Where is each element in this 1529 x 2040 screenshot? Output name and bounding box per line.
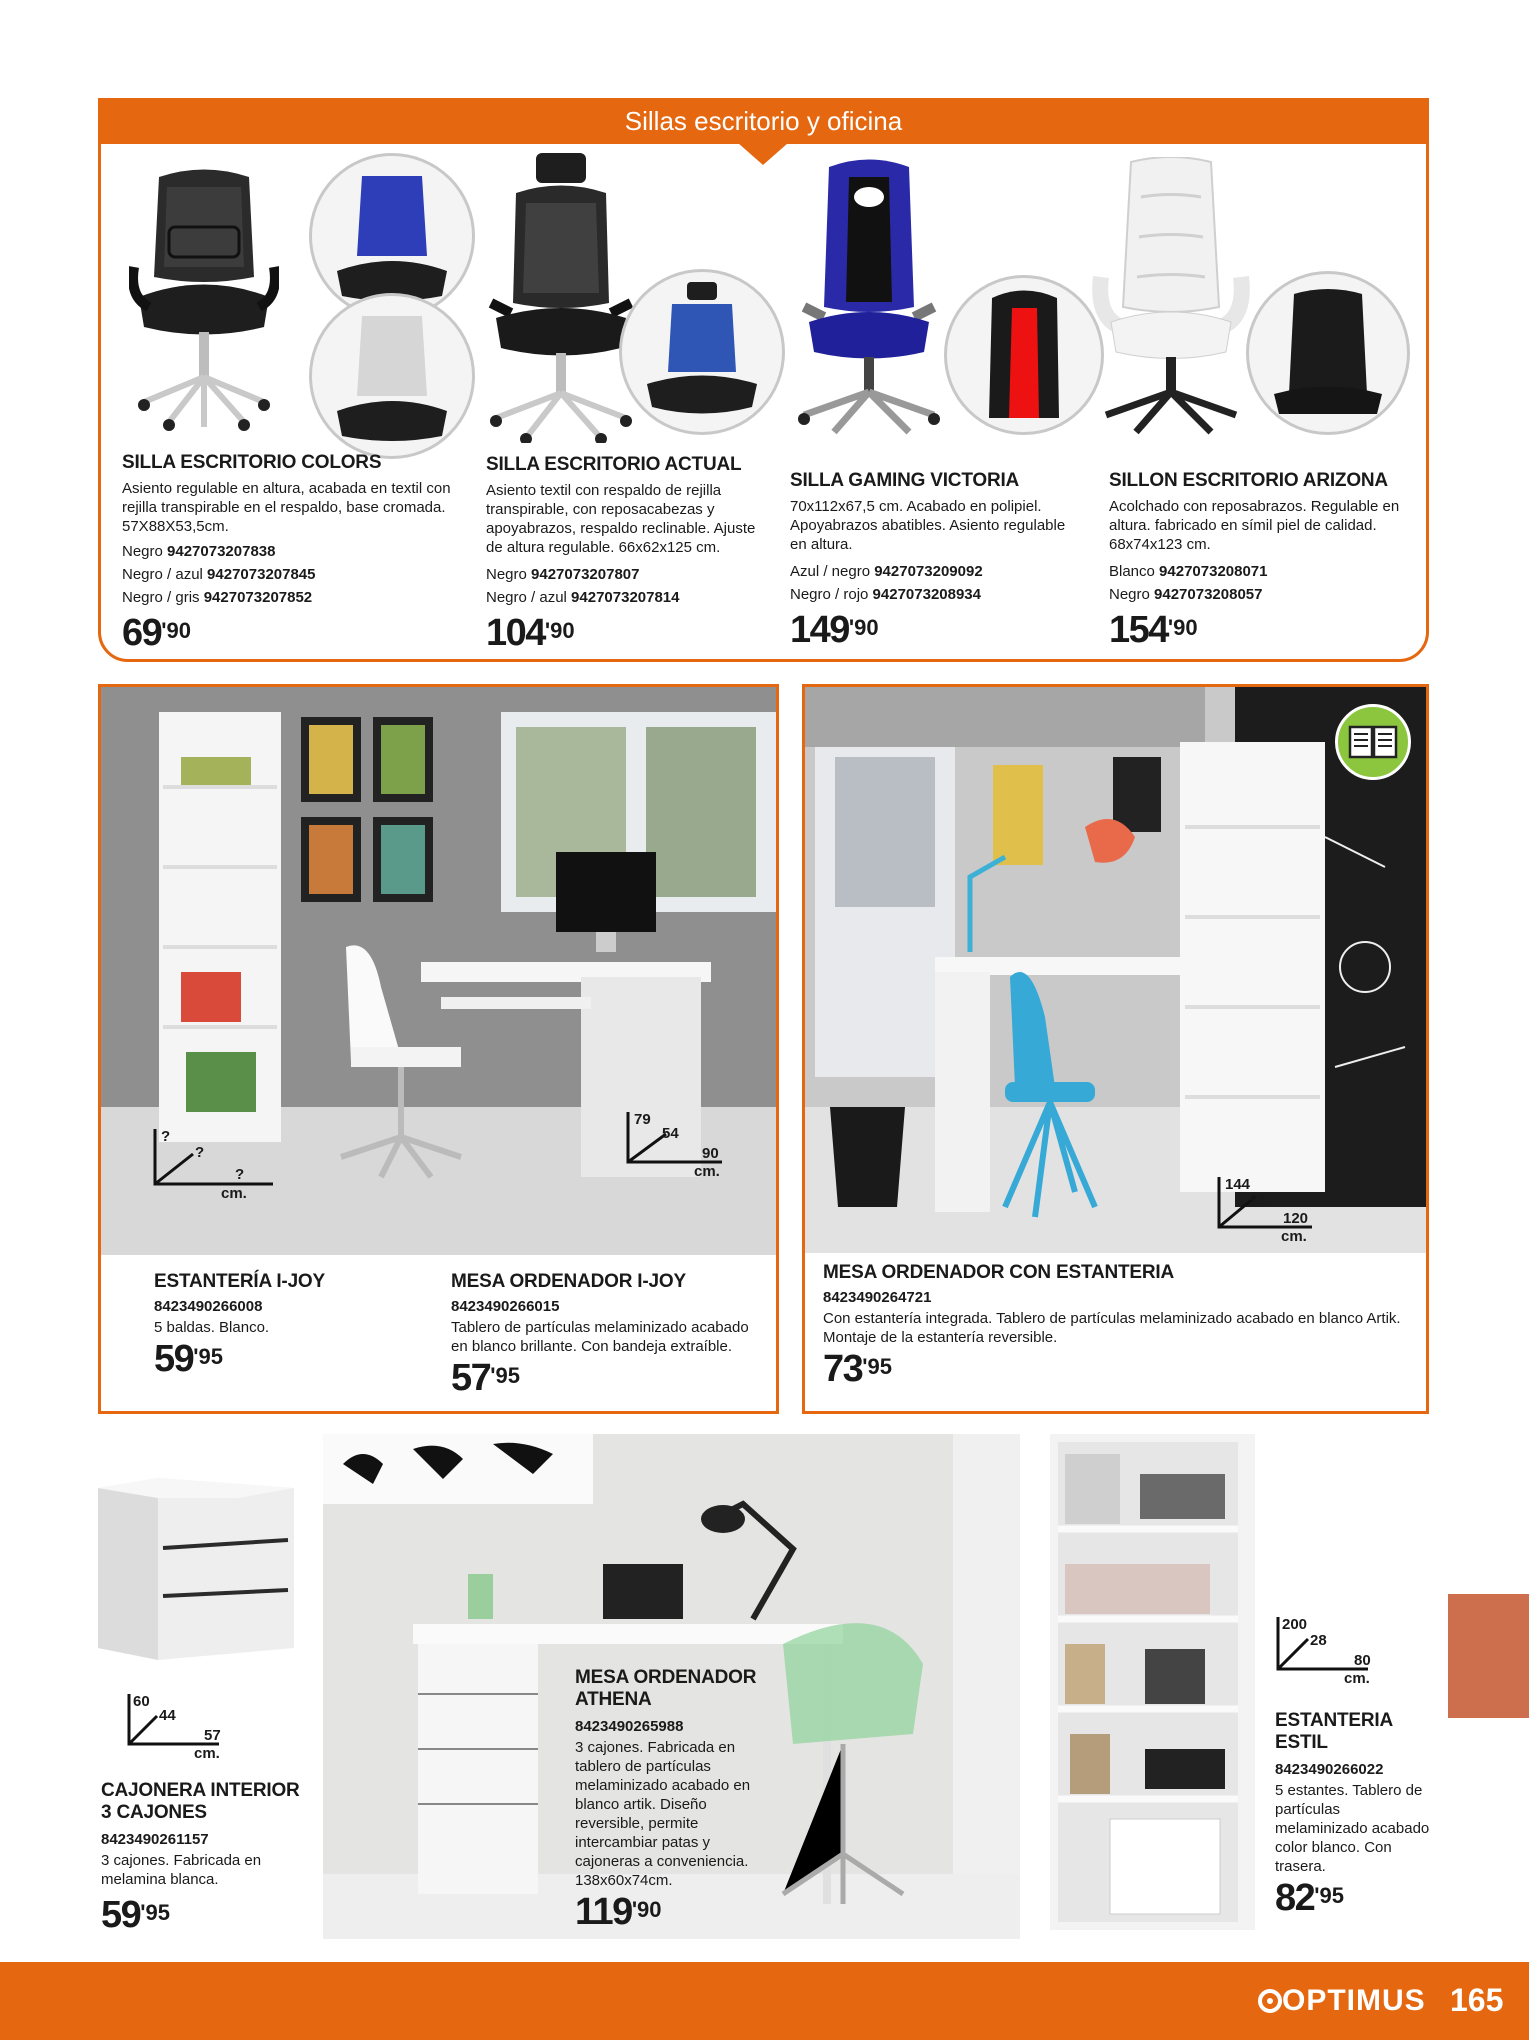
ref-row: Negro / gris 9427073207852 [122, 589, 313, 606]
chair-colors-grey-variant [309, 293, 475, 459]
product-code: 8423490265988 [575, 1718, 684, 1735]
price: $82^{'95}$ [1275, 1877, 1344, 1919]
ref-row: Azul / negro 9427073209092 [790, 563, 983, 580]
price: $119^{'90}$ [575, 1891, 662, 1933]
product-title: SILLA ESCRITORIO COLORS [122, 452, 382, 473]
ijoy-mesa-dimensions: 79 54 90 cm. [626, 1112, 746, 1182]
price: $73^{'95}$ [823, 1348, 892, 1390]
product-title: MESA ORDENADOR ATHENA [575, 1667, 757, 1710]
product-title: SILLON ESCRITORIO ARIZONA [1109, 470, 1388, 491]
product-description: Asiento textil con respaldo de rejilla transpirable, con reposacabezas y apoyabrazos, respaldo reclinable. Ajuste de altura regulable. 66x62x125 cm. [486, 482, 756, 556]
price: $69^{'90}$ [122, 612, 191, 654]
chair-victoria-image [789, 157, 949, 437]
product-code: 8423490266022 [1275, 1761, 1384, 1778]
chair-victoria-red-variant [944, 275, 1104, 435]
ijoy-estanteria-dimensions: ? ? ? cm. [153, 1129, 273, 1199]
product-description: Con estantería integrada. Tablero de partículas melaminizado acabado en blanco Artik. Montaje de la estantería reversible. [823, 1310, 1401, 1346]
product-title: ESTANTERÍA I-JOY [154, 1271, 325, 1292]
product-mesa-ordenador-estanteria[interactable] [823, 1262, 1413, 1389]
chair-actual-blue-variant [619, 269, 785, 435]
chair-colors-image [129, 167, 279, 437]
ref-row: Negro / azul 9427073207845 [122, 566, 316, 583]
ref-row: Blanco 9427073208071 [1109, 563, 1268, 580]
mesa-estanteria-panel [802, 684, 1429, 1414]
product-description: 5 baldas. Blanco. [154, 1319, 270, 1336]
product-code: 8423490264721 [823, 1289, 932, 1306]
page-footer [0, 1962, 1529, 2040]
product-mesa-ijoy[interactable] [451, 1271, 756, 1398]
price: $154^{'90}$ [1109, 609, 1198, 651]
estil-image [1050, 1434, 1255, 1930]
product-title: CAJONERA INTERIOR 3 CAJONES [101, 1780, 300, 1823]
mesa-estanteria-photo [805, 687, 1426, 1253]
product-title: ESTANTERIA ESTIL [1275, 1710, 1393, 1753]
price: $59^{'95}$ [101, 1894, 170, 1936]
book-icon [1338, 707, 1408, 777]
product-description: Asiento regulable en altura, acabada en textil con rejilla transpirable en el respaldo, base cromada. 57X88X53,5cm. [122, 480, 451, 535]
product-code: 8423490266015 [451, 1298, 560, 1315]
price: $59^{'95}$ [154, 1338, 223, 1380]
product-title: MESA ORDENADOR I-JOY [451, 1271, 686, 1292]
product-code: 8423490266008 [154, 1298, 263, 1315]
price: $57^{'95}$ [451, 1357, 520, 1399]
ijoy-panel [98, 684, 779, 1414]
catalog-badge[interactable] [1335, 704, 1411, 780]
product-description: 3 cajones. Fabricada en tablero de partículas melaminizado acabado en blanco artik. Diseño reversible, permite intercambiar patas y cajoneras a conveniencia. 138x60x74cm. [575, 1739, 751, 1889]
product-code: 8423490261157 [101, 1831, 209, 1848]
brand-logo[interactable]: OPTIMUS [1258, 1984, 1426, 2018]
product-description: 70x112x67,5 cm. Acabado en polipiel. Apoyabrazos abatibles. Asiento regulable en altura. [790, 498, 1066, 553]
cajonera-image [98, 1478, 294, 1660]
product-estanteria-ijoy[interactable] [154, 1271, 414, 1379]
ref-row: Negro 9427073207838 [122, 543, 276, 560]
price: $149^{'90}$ [790, 609, 879, 651]
ref-row: Negro / rojo 9427073208934 [790, 586, 981, 603]
price: $104^{'90}$ [486, 612, 575, 654]
ref-row: Negro / azul 9427073207814 [486, 589, 680, 606]
product-title: SILLA ESCRITORIO ACTUAL [486, 454, 742, 475]
header-notch [738, 143, 788, 165]
product-description: Acolchado con reposabrazos. Regulable en altura. fabricado en símil piel de calidad. 68x74x123 cm. [1109, 498, 1400, 553]
chair-arizona-image [1091, 157, 1251, 437]
product-description: Tablero de partículas melaminizado acabado en blanco brillante. Con bandeja extraíble. [451, 1319, 749, 1355]
optimus-logo-icon [1258, 1989, 1282, 2013]
product-description: 3 cajones. Fabricada en melamina blanca. [101, 1852, 262, 1888]
chair-actual-image [481, 153, 641, 443]
product-description: 5 estantes. Tablero de partículas melaminizado acabado color blanco. Con trasera. [1275, 1782, 1430, 1875]
cajonera-dimensions: 60 44 57 cm. [127, 1694, 227, 1764]
chairs-section [98, 98, 1429, 662]
section-header: Sillas escritorio y oficina [98, 98, 1429, 144]
page-number: 165 [1450, 1982, 1504, 2018]
ijoy-photo [101, 687, 776, 1255]
chair-arizona-black-variant [1246, 271, 1410, 435]
estil-dimensions: 200 28 80 cm. [1276, 1617, 1376, 1689]
product-title: MESA ORDENADOR CON ESTANTERIA [823, 1262, 1174, 1283]
mesa-estanteria-dimensions: 144 53 120 cm. [1217, 1177, 1322, 1247]
product-title: SILLA GAMING VICTORIA [790, 470, 1020, 491]
section-side-tab[interactable] [1448, 1594, 1529, 1718]
ref-row: Negro 9427073207807 [486, 566, 640, 583]
ref-row: Negro 9427073208057 [1109, 586, 1263, 603]
